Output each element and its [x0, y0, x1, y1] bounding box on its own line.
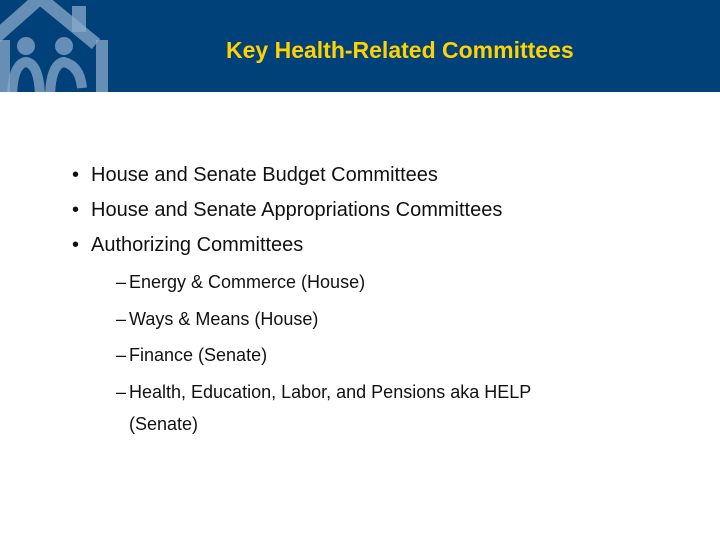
bullet-item: [72, 198, 502, 222]
bullet-text: House and Senate Budget Committees: [91, 164, 438, 186]
bullet-text: Authorizing Committees: [91, 234, 304, 256]
bullet-text: House and Senate Appropriations Committees: [91, 199, 503, 221]
sub-bullet-item: [116, 308, 318, 330]
bullet-item: [72, 163, 438, 187]
bullet-marker: •: [72, 234, 80, 256]
slide-title: Key Health-Related Committees: [226, 37, 574, 63]
sub-bullet-text: Ways & Means (House): [129, 309, 319, 329]
sub-bullet-item: [116, 381, 531, 403]
sub-bullet-marker: –: [116, 272, 127, 292]
sub-bullet-marker: –: [116, 382, 127, 402]
sub-bullet-marker: –: [116, 345, 127, 365]
sub-bullet-text: Health, Education, Labor, and Pensions aka HELP: [129, 382, 532, 402]
sub-bullet-text: Finance (Senate): [129, 345, 268, 365]
sub-bullet-item: [116, 271, 365, 293]
sub-bullet-text: Energy & Commerce (House): [129, 272, 366, 292]
sub-bullet-item: [116, 344, 267, 366]
bullet-marker: •: [72, 199, 80, 221]
sub-bullet-marker: –: [116, 309, 127, 329]
bullet-item: [72, 233, 303, 257]
bullet-marker: •: [72, 164, 80, 186]
sub-bullet-continuation: (Senate): [129, 414, 199, 434]
